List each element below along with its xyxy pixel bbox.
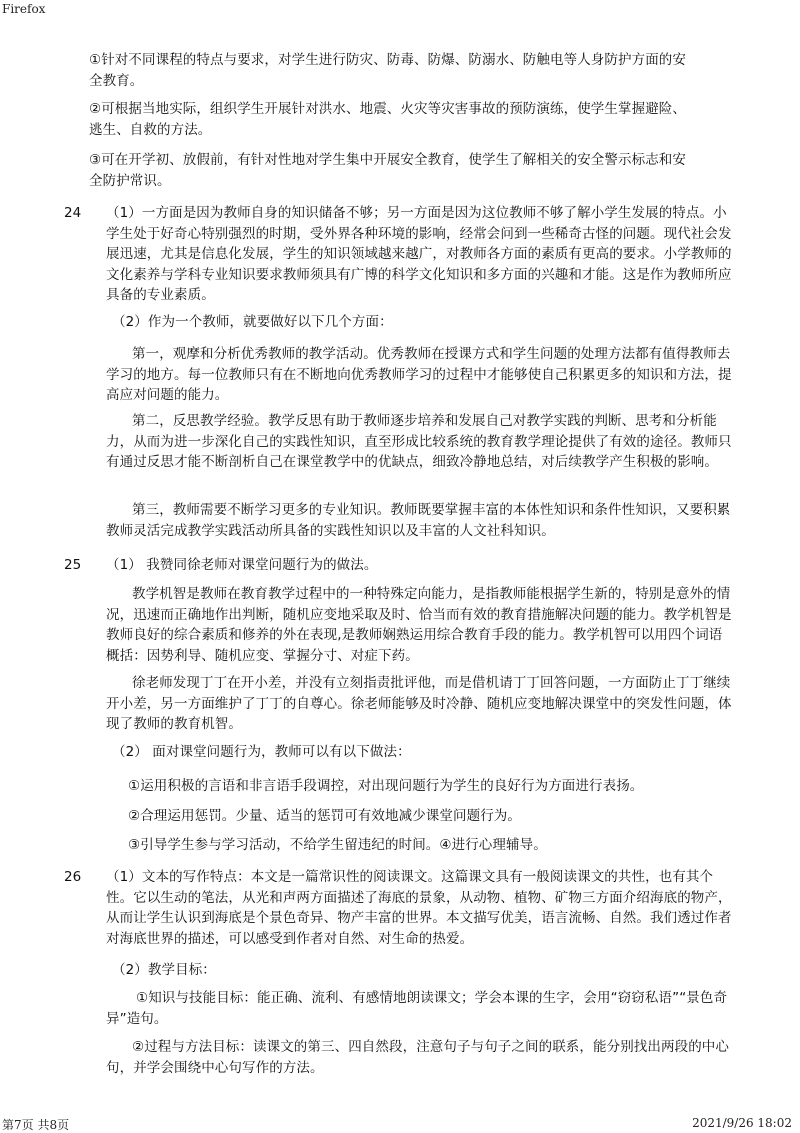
answer-26-goal-1: ①知识与技能目标：能正确、流利、有感情地朗读课文；学会本课的生字，会用“窃窃私语”“景色奇异”造句。 (106, 990, 728, 1027)
question-number-25: 25 (64, 557, 82, 573)
answer-25-method-2: ②合理运用惩罚。少量、适当的惩罚可有效地减少课堂问题行为。 (128, 808, 522, 824)
answer-25-method-1: ①运用积极的言语和非言语手段调控，对出现问题行为学生的良好行为方面进行表扬。 (128, 778, 644, 794)
answer-25-method-3: ③引导学生参与学习活动，不给学生留违纪的时间。④进行心理辅导。 (128, 837, 547, 853)
answer-25-teaching-wit: 教学机智是教师在教育教学过程中的一种特殊定向能力，是指教师能根据学生新的，特别是意外的情况，迅速而正确地作出判断，随机应变地采取及时、恰当而有效的教育措施解决问题的能力。教学机智是教师良好的综合素质和修养的外在表现,是教师娴熟运用综合教育手段的能力。教学机智可以用四个词语概括：因势利导、随机应变、掌握分寸、对症下药。 (106, 586, 732, 664)
answer-25-part2-intro: （2） 面对课堂问题行为，教师可以有以下做法： (112, 744, 411, 760)
answer-26-part2-intro: （2）教学目标： (112, 962, 216, 978)
print-datetime: 2021/9/26 18:02 (692, 1116, 792, 1130)
paragraph-safety-2: ②可根据当地实际，组织学生开展针对洪水、地震、火灾等灾害事故的预防演练，使学生掌握避险、逃生、自救的方法。 (89, 101, 687, 138)
browser-title: Firefox (2, 2, 46, 16)
paragraph-safety-1: ①针对不同课程的特点与要求，对学生进行防灾、防毒、防爆、防溺水、防触电等人身防护方面的安全教育。 (89, 52, 687, 89)
answer-24-point-1: 第一，观摩和分析优秀教师的教学活动。优秀教师在授课方式和学生问题的处理方法都有值得教师去学习的地方。每一位教师只有在不断地向优秀教师学习的过程中才能够使自己积累更多的知识和方法，提高应对问题的能力。 (106, 346, 732, 403)
answer-24-point-2: 第二，反思教学经验。教学反思有助于教师逐步培养和发展自己对教学实践的判断、思考和分析能力，从而为进一步深化自己的实践性知识，直至形成比较系统的教育教学理论提供了有效的途径。教师只有通过反思才能不断剖析自己在课堂教学中的优缺点，细致冷静地总结，对后续教学产生积极的影响。 (106, 413, 732, 470)
paragraph-safety-3: ③可在开学初、放假前，有针对性地对学生集中开展安全教育，使学生了解相关的安全警示标志和安全防护常识。 (89, 152, 687, 189)
question-number-26: 26 (64, 869, 82, 885)
answer-24-part2-intro: （2）作为一个教师，就要做好以下几个方面： (112, 314, 393, 330)
answer-25-part1: （1） 我赞同徐老师对课堂问题行为的做法。 (106, 557, 378, 573)
answer-24-point-3: 第三，教师需要不断学习更多的专业知识。教师既要掌握丰富的本体性知识和条件性知识，又要积累教师灵活完成教学实践活动所具备的实践性知识以及丰富的人文社科知识。 (106, 502, 731, 539)
page-indicator: 第7页 共8页 (2, 1118, 70, 1132)
answer-26-part1: （1）文本的写作特点：本文是一篇常识性的阅读课文。这篇课文具有一般阅读课文的共性，也有其个性。它以生动的笔法，从光和声两方面描述了海底的景象，从动物、植物、矿物三方面介绍海底的物产，从而让学生认识到海底是个景色奇异、物产丰富的世界。本文描写优美，语言流畅、自然。我们透过作者对海底世界的描述，可以感受到作者对自然、对生命的热爱。 (106, 869, 732, 947)
answer-24-part1: （1）一方面是因为教师自身的知识储备不够；另一方面是因为这位教师不够了解小学生发展的特点。小学生处于好奇心特别强烈的时期，受外界各种环境的影响，经常会问到一些稀奇古怪的问题。现代社会发展迅速，尤其是信息化发展，学生的知识领域越来越广，对教师各方面的素质有更高的要求。小学教师的文化素养与学科专业知识要求教师须具有广博的科学文化知识和多方面的兴趣和才能。这是作为教师所应具备的专业素质。 (106, 205, 732, 303)
answer-25-xu-teacher: 徐老师发现丁丁在开小差，并没有立刻指责批评他，而是借机请丁丁回答问题，一方面防止丁丁继续开小差，另一方面维护了丁丁的自尊心。徐老师能够及时冷静、随机应变地解决课堂中的突发性问题，体现了教师的教育机智。 (106, 675, 732, 732)
answer-26-goal-2: ②过程与方法目标：读课文的第三、四自然段，注意句子与句子之间的联系，能分别找出两段的中心句，并学会围绕中心句写作的方法。 (106, 1039, 730, 1076)
question-number-24: 24 (64, 205, 82, 221)
